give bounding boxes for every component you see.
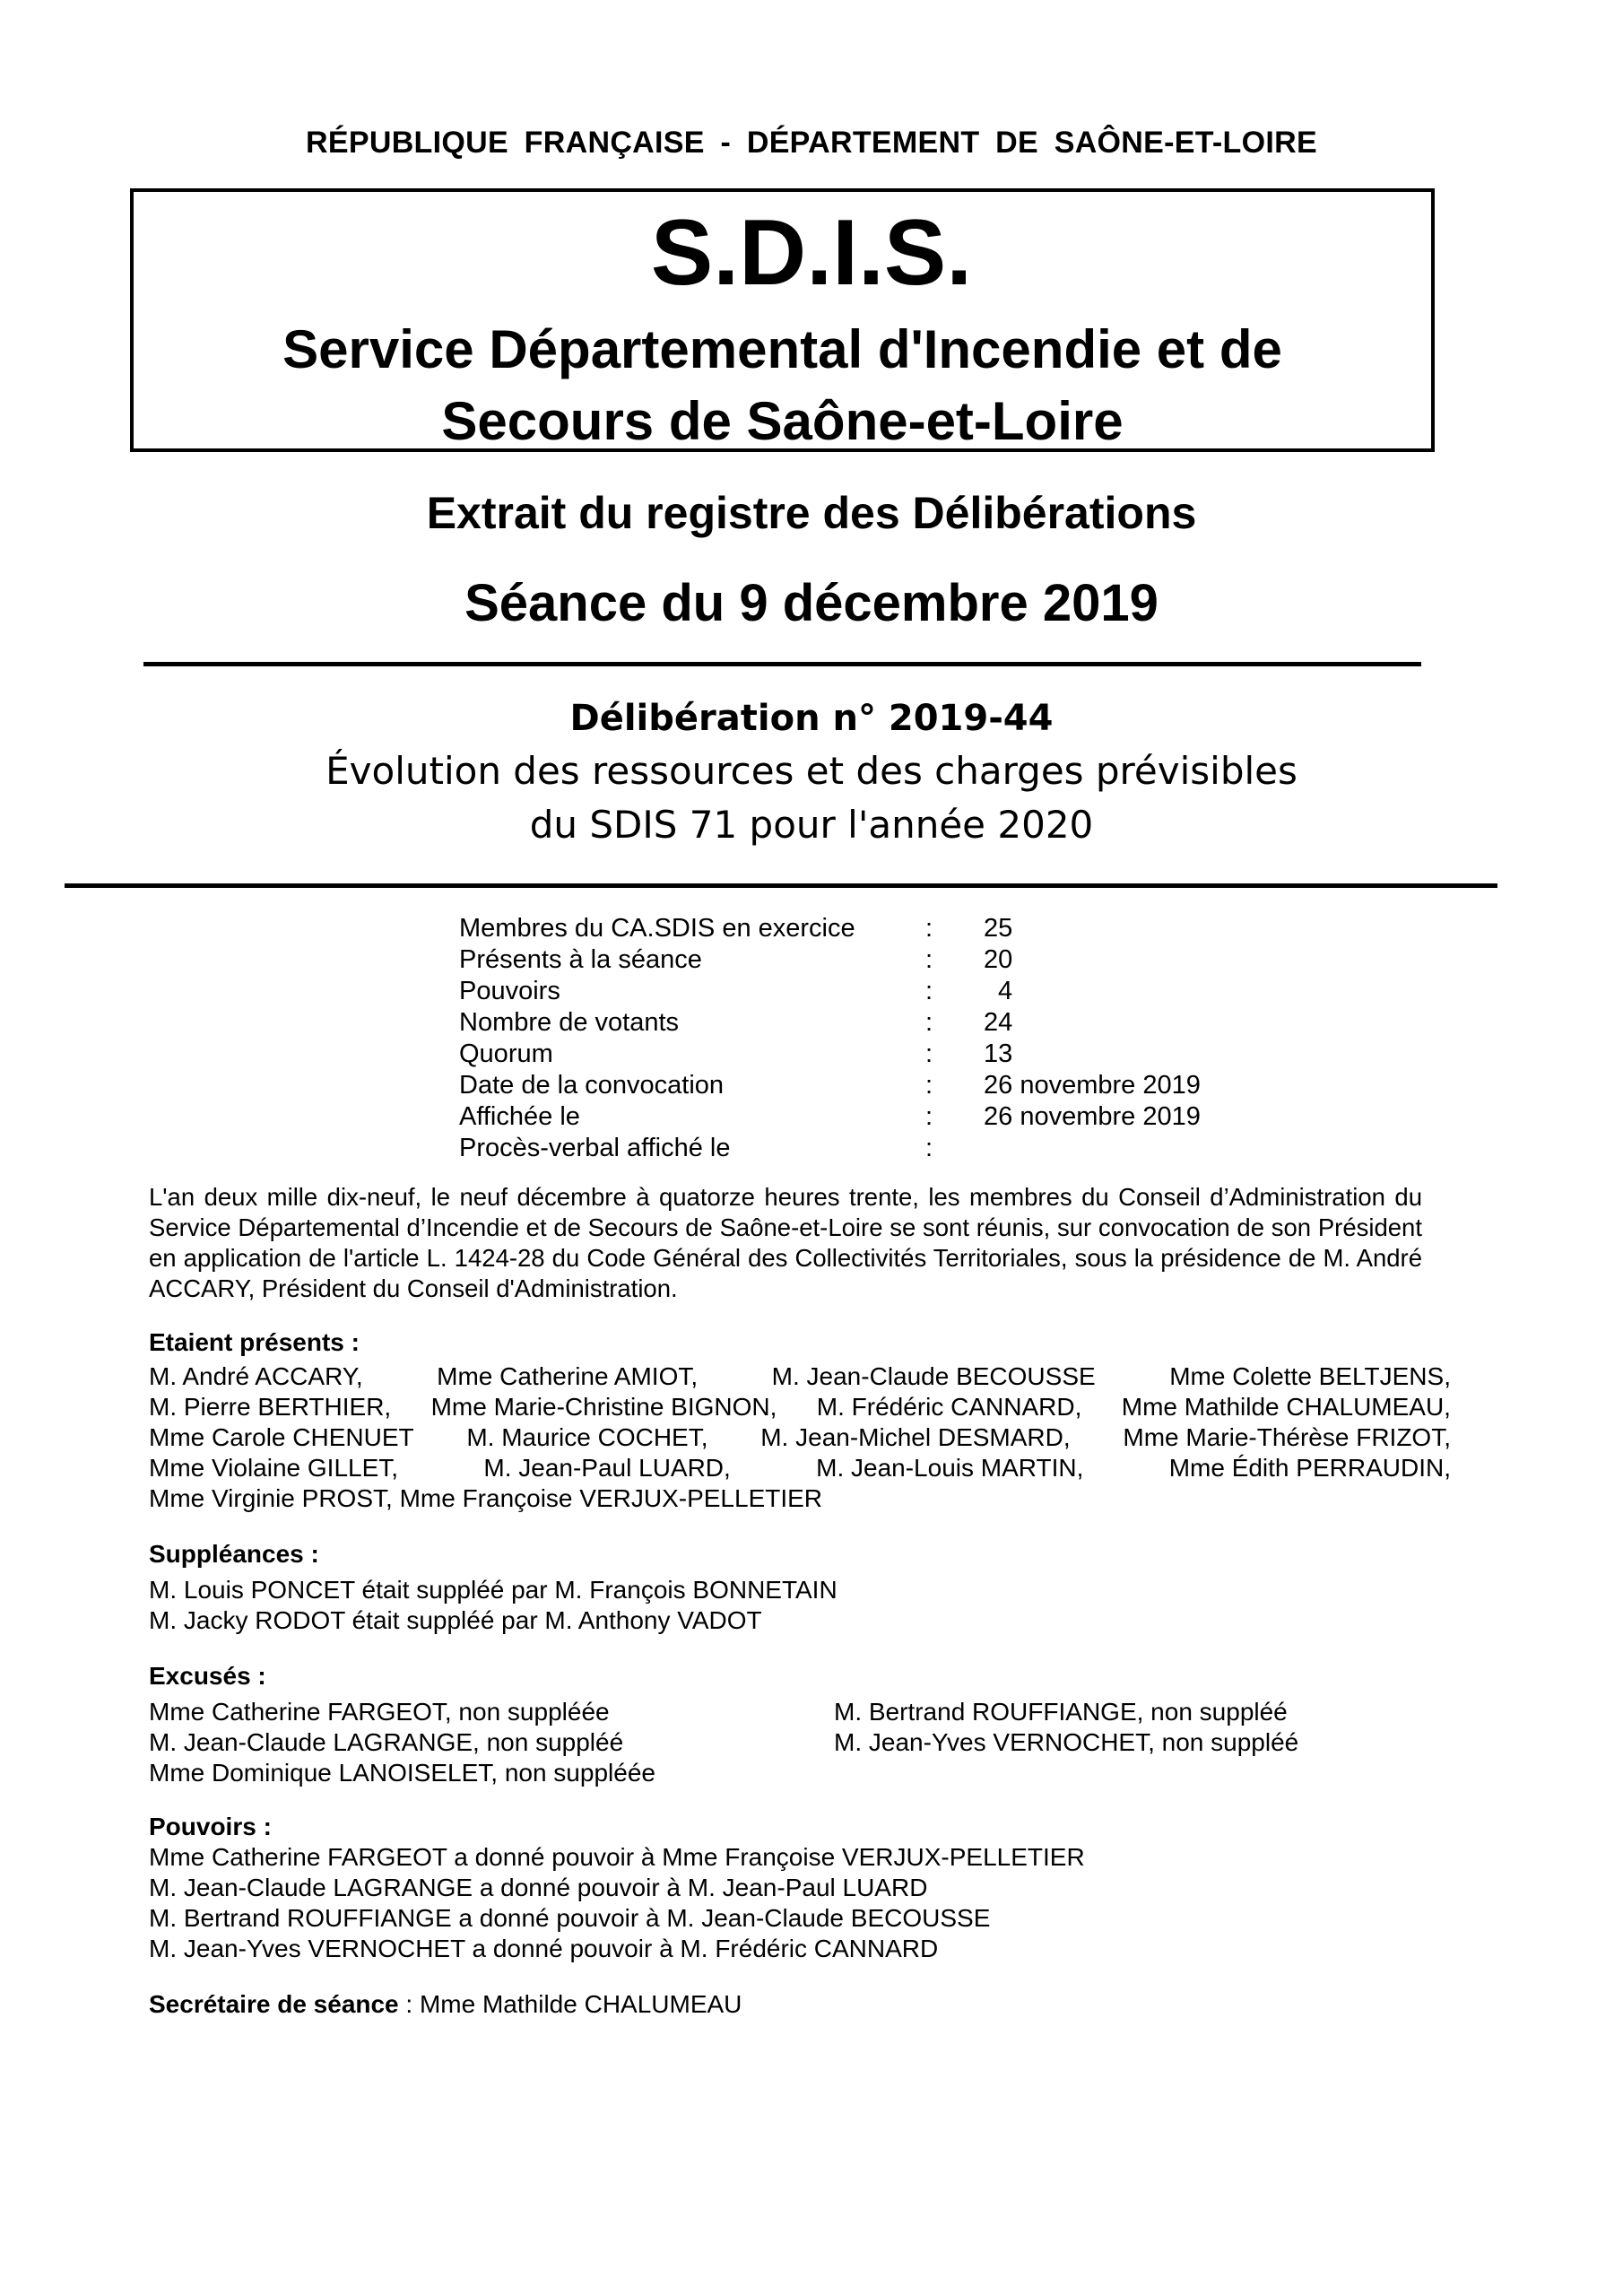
stat-label: Date de la convocation	[459, 1071, 725, 1100]
stat-value: 24	[984, 1008, 1013, 1037]
member-name: Mme Marie-Thérèse FRIZOT,	[1123, 1423, 1451, 1451]
member-name: Mme Catherine AMIOT,	[437, 1362, 699, 1390]
member-name: Mme Violaine GILLET,	[149, 1454, 399, 1482]
pouvoir-line: Mme Catherine FARGEOT a donné pouvoir à Mme Françoise VERJUX-PELLETIER	[149, 1843, 1085, 1871]
stat-colon: :	[925, 977, 933, 1005]
secretaire-value: : Mme Mathilde CHALUMEAU	[398, 1990, 742, 2018]
member-name: Mme Carole CHENUET	[149, 1423, 414, 1451]
stat-colon: :	[925, 945, 933, 974]
body-content	[149, 1182, 1451, 2020]
member-name: M. Jean-Michel DESMARD,	[760, 1423, 1071, 1451]
stat-colon: :	[925, 1071, 933, 1100]
member-name: Mme Colette BELTJENS,	[1169, 1362, 1451, 1390]
deliberation-title-line2: du SDIS 71 pour l'année 2020	[529, 803, 1094, 847]
stat-label: Affichée le	[459, 1102, 580, 1131]
stat-label: Pouvoirs	[459, 977, 560, 1005]
stat-value: 20	[984, 945, 1013, 974]
pouvoir-line: M. Jean-Yves VERNOCHET a donné pouvoir à M. Frédéric CANNARD	[149, 1935, 939, 1962]
member-name: M. André ACCARY,	[149, 1362, 363, 1390]
seance-date: Séance du 9 décembre 2019	[464, 574, 1159, 632]
stat-colon: :	[925, 1008, 933, 1037]
stat-value: 13	[984, 1039, 1013, 1068]
sdis-acronym: S.D.I.S.	[650, 201, 973, 305]
suppleance-line: M. Louis PONCET était suppléé par M. François BONNETAIN	[149, 1576, 838, 1604]
stat-colon: :	[925, 1102, 933, 1131]
presents-row	[149, 1422, 1451, 1453]
suppleances-title: Suppléances :	[149, 1540, 319, 1568]
member-name: M. Maurice COCHET,	[466, 1423, 708, 1451]
presents-last-line: Mme Virginie PROST, Mme Françoise VERJUX-PELLETIER	[149, 1484, 823, 1512]
intro-paragraph: L'an deux mille dix-neuf, le neuf décembre à quatorze heures trente, les membres du Conseil d’Administration du Service Départemental d’Incendie et de Secours de Saône-et-Loire se sont réunis, sur convocation de son Président en application de l'article L. 1424-28 du Code Général des Collectivités Territoriales, sous la présidence de M. André ACCARY, Président du Conseil d'Administration.	[149, 1183, 1422, 1302]
suppleance-line: M. Jacky RODOT était suppléé par M. Anthony VADOT	[149, 1606, 762, 1634]
member-name: M. Frédéric CANNARD,	[816, 1393, 1082, 1421]
stat-value: 26 novembre 2019	[984, 1102, 1201, 1131]
stat-value: 4	[998, 977, 1013, 1005]
member-name: M. Jean-Claude BECOUSSE	[771, 1362, 1096, 1390]
republique-header: RÉPUBLIQUE FRANÇAISE - DÉPARTEMENT DE SAÔNE-ET-LOIRE	[306, 126, 1317, 160]
deliberation-title-line1: Évolution des ressources et des charges prévisibles	[325, 749, 1298, 793]
pouvoirs-title: Pouvoirs :	[149, 1813, 272, 1840]
pouvoir-line: M. Jean-Claude LAGRANGE a donné pouvoir à M. Jean-Paul LUARD	[149, 1874, 928, 1901]
excuse-line: M. Jean-Yves VERNOCHET, non suppléé	[834, 1728, 1299, 1756]
excuses-right-column	[834, 1697, 1298, 1758]
member-name: Mme Mathilde CHALUMEAU,	[1121, 1393, 1451, 1421]
sdis-full-name	[130, 314, 1435, 457]
member-name: M. Jean-Paul LUARD,	[483, 1454, 731, 1482]
member-name: M. Pierre BERTHIER,	[149, 1393, 392, 1421]
pouvoir-line: M. Bertrand ROUFFIANGE a donné pouvoir à M. Jean-Claude BECOUSSE	[149, 1904, 991, 1932]
sdis-name-line1: Service Départemental d'Incendie et de	[282, 319, 1282, 379]
excuse-line: M. Bertrand ROUFFIANGE, non suppléé	[834, 1698, 1288, 1726]
excuse-line: M. Jean-Claude LAGRANGE, non suppléé	[149, 1728, 624, 1756]
extrait-title: Extrait du registre des Délibérations	[426, 488, 1197, 538]
stat-label: Nombre de votants	[459, 1008, 680, 1037]
stat-label: Présents à la séance	[459, 945, 702, 974]
stat-label: Membres du CA.SDIS en exercice	[459, 914, 855, 943]
presents-title: Etaient présents :	[149, 1328, 360, 1356]
presents-row	[149, 1453, 1451, 1483]
excuse-line: Mme Catherine FARGEOT, non suppléée	[149, 1698, 610, 1726]
member-name: Mme Édith PERRAUDIN,	[1168, 1454, 1451, 1482]
presents-row	[149, 1361, 1451, 1392]
stat-label: Quorum	[459, 1039, 553, 1068]
stat-colon: :	[925, 1039, 933, 1068]
divider	[65, 883, 1497, 888]
secretaire-line	[149, 1989, 1422, 2020]
presents-row	[149, 1392, 1451, 1422]
excuse-line: Mme Dominique LANOISELET, non suppléée	[149, 1759, 655, 1787]
deliberation-title	[0, 744, 1623, 852]
stat-label: Procès-verbal affiché le	[459, 1134, 731, 1162]
excuses-title: Excusés :	[149, 1662, 266, 1690]
stat-colon: :	[925, 914, 933, 943]
sdis-name-line2: Secours de Saône-et-Loire	[441, 391, 1124, 451]
stat-value: 26 novembre 2019	[984, 1071, 1201, 1100]
member-name: Mme Marie-Christine BIGNON,	[430, 1393, 777, 1421]
member-name: M. Jean-Louis MARTIN,	[816, 1454, 1084, 1482]
divider	[143, 662, 1421, 666]
excuses-list	[149, 1697, 1422, 1788]
stat-value: 25	[984, 914, 1013, 943]
secretaire-label: Secrétaire de séance	[149, 1990, 399, 2018]
deliberation-number: Délibération n° 2019-44	[569, 698, 1054, 739]
stat-colon: :	[925, 1134, 933, 1162]
